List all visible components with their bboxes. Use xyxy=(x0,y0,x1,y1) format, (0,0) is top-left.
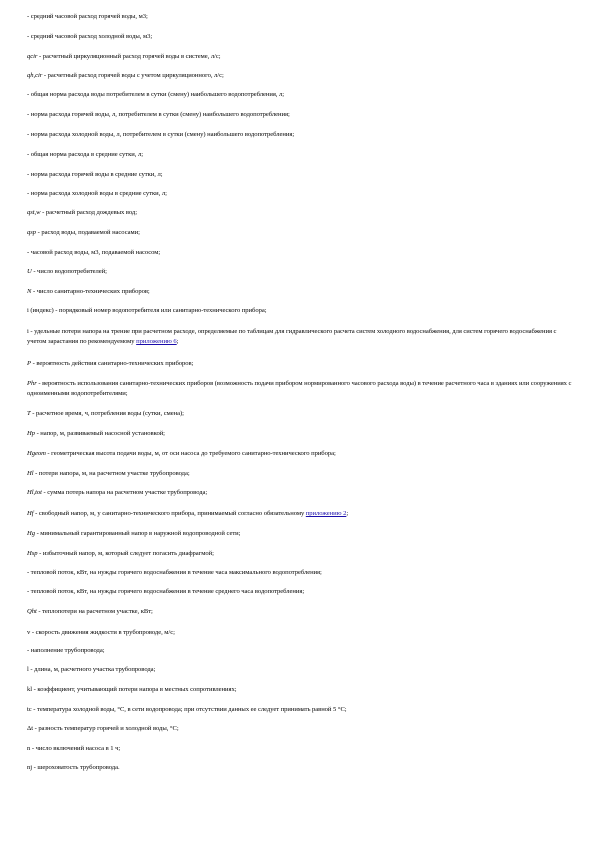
definition-text: - свободный напор, м, у санитарно-технического прибора, принимаемый согласно обязательному xyxy=(33,510,306,517)
symbol-label: Hl xyxy=(27,470,34,477)
definition-paragraph xyxy=(27,665,572,675)
definition-text: - минимальный гарантированный напор в наружной водопроводной сети; xyxy=(34,530,241,537)
definition-text: - средний часовой расход холодной воды, м3; xyxy=(27,33,153,40)
definition-paragraph xyxy=(27,208,572,218)
definition-paragraph xyxy=(27,248,572,258)
definition-text: - число водопотребителей; xyxy=(31,268,107,275)
definition-paragraph xyxy=(27,646,572,656)
definition-paragraph xyxy=(27,449,572,459)
definition-text: - сумма потерь напора на расчетном участке трубопровода; xyxy=(41,489,208,496)
definition-paragraph xyxy=(27,12,572,22)
definition-text: tc - температура холодной воды, °С, в сети водопровода; при отсутствии данных ее следует принимать равной 5 °С; xyxy=(27,706,347,713)
symbol-label: qh,cir xyxy=(27,72,43,79)
definition-paragraph xyxy=(27,724,572,734)
definition-text: - средний часовой расход горячей воды, м3; xyxy=(27,13,148,20)
definition-text: - потери напора, м, на расчетном участке трубопровода; xyxy=(33,470,190,477)
symbol-label: qst,w xyxy=(27,209,41,216)
definition-paragraph xyxy=(27,150,572,160)
definition-text: - общая норма расхода воды потребителем в сутки (смену) наибольшего водопотребления, л; xyxy=(27,91,285,98)
definition-paragraph xyxy=(27,110,572,120)
definition-text: - норма расхода горячей воды, л, потребителем в сутки (смену) наибольшего водопотребления; xyxy=(27,111,290,118)
definition-paragraph xyxy=(27,130,572,140)
definition-text: i - удельные потери напора на трение при расчетном расходе, определяемые по таблицам для гидравлического расчета систем холодного водоснабжения, для систем горячего водоснабжения с учетом зарастания по рекомендуемому xyxy=(27,328,557,345)
definition-paragraph xyxy=(27,744,572,754)
definition-text: - норма расхода холодной воды в средние сутки, л; xyxy=(27,190,167,197)
definition-text: - тепловой поток, кВт, на нужды горячего водоснабжения в течение часа максимального водопотребления; xyxy=(27,569,322,576)
definition-paragraph xyxy=(27,71,572,81)
symbol-label: Hl,tot xyxy=(27,489,42,496)
symbol-label: Hgeom xyxy=(27,450,46,457)
definition-paragraph xyxy=(27,549,572,559)
definition-text: - наполнение трубопровода; xyxy=(27,647,105,654)
definition-paragraph xyxy=(27,469,572,479)
definition-text: - теплопотери на расчетном участке, кВт; xyxy=(36,608,153,615)
definition-text: nj - шероховатость трубопровода. xyxy=(27,764,120,771)
definition-paragraph xyxy=(27,763,572,773)
definition-paragraph xyxy=(27,379,572,399)
definition-text: - общая норма расхода в средние сутки, л; xyxy=(27,151,143,158)
definition-text: - часовой расход воды, м3, подаваемой насосом; xyxy=(27,249,161,256)
appendix-link[interactable]: приложению 6 xyxy=(136,338,177,345)
definition-paragraph xyxy=(27,327,572,347)
definition-text: - расчетный расход горячей воды с учетом циркуляционного, л/с; xyxy=(42,72,224,79)
definition-paragraph xyxy=(27,509,572,519)
definition-text: - расчетный расход дождевых вод; xyxy=(40,209,138,216)
definition-paragraph xyxy=(27,607,572,617)
symbol-label: Phr xyxy=(27,380,37,387)
definition-text: kl - коэффициент, учитывающий потери напора в местных сопротивлениях; xyxy=(27,686,237,693)
symbol-label: N xyxy=(27,288,32,295)
definition-paragraph xyxy=(27,685,572,695)
definition-paragraph xyxy=(27,409,572,419)
definition-text: v - скорость движения жидкости в трубопроводе, м/с; xyxy=(27,629,175,636)
definition-paragraph xyxy=(27,529,572,539)
definition-paragraph xyxy=(27,587,572,597)
definition-paragraph xyxy=(27,359,572,369)
definition-paragraph xyxy=(27,306,572,316)
definition-paragraph xyxy=(27,628,572,638)
definition-text: - избыточный напор, м, который следует погасить диафрагмой; xyxy=(37,550,214,557)
definition-text: Δt - разность температур горячей и холодной воды, °С; xyxy=(27,725,179,732)
definition-text: - тепловой поток, кВт, на нужды горячего водоснабжения в течение среднего часа водопотребления; xyxy=(27,588,305,595)
symbol-label: Hg xyxy=(27,530,35,537)
definition-paragraph xyxy=(27,568,572,578)
symbol-label: qsp xyxy=(27,229,37,236)
definition-paragraph xyxy=(27,170,572,180)
definition-text: - геометрическая высота подачи воды, м, от оси насоса до требуемого санитарно-технического прибора; xyxy=(45,450,336,457)
definition-text: l - длина, м, расчетного участка трубопровода; xyxy=(27,666,156,673)
punctuation: ; xyxy=(176,338,179,345)
definition-paragraph xyxy=(27,52,572,62)
punctuation: ; xyxy=(346,510,349,517)
definition-text: n - число включений насоса в 1 ч; xyxy=(27,745,121,752)
definition-text: - число санитарно-технических приборов; xyxy=(31,288,150,295)
definition-text: - расчетный циркуляционный расход горячей воды в системе, л/с; xyxy=(37,53,221,60)
symbol-label: Hf xyxy=(27,510,34,517)
appendix-link[interactable]: приложению 2 xyxy=(305,510,347,517)
definition-paragraph xyxy=(27,429,572,439)
symbol-label: P xyxy=(27,360,31,367)
definition-paragraph xyxy=(27,228,572,238)
definition-text: - расход воды, подаваемой насосами; xyxy=(36,229,140,236)
definition-paragraph xyxy=(27,488,572,498)
symbol-label: T xyxy=(27,410,31,417)
definition-paragraph xyxy=(27,287,572,297)
definition-paragraph xyxy=(27,90,572,100)
definition-text: - вероятность действия санитарно-технических приборов; xyxy=(30,360,194,367)
definition-text: - расчетное время, ч, потребления воды (сутки, смена); xyxy=(30,410,184,417)
symbol-label: U xyxy=(27,268,32,275)
definition-text: i (индекс) - порядковый номер водопотребителя или санитарно-технического прибора; xyxy=(27,307,267,314)
definition-paragraph xyxy=(27,32,572,42)
definition-paragraph xyxy=(27,189,572,199)
definition-text: - вероятность использования санитарно-технических приборов (возможность подачи прибором нормированного часового расхода воды) в течение расчетного часа в зданиях или сооружениях с одноименными водопотребителями; xyxy=(27,380,572,397)
definition-paragraph xyxy=(27,705,572,715)
definition-text: - норма расхода горячей воды в средние сутки, л; xyxy=(27,171,163,178)
symbol-label: qcir xyxy=(27,53,38,60)
symbol-label: Hp xyxy=(27,430,35,437)
definition-text: - норма расхода холодной воды, л, потребителем в сутки (смену) наибольшего водопотребления; xyxy=(27,131,295,138)
symbol-label: Hsp xyxy=(27,550,38,557)
definition-paragraph xyxy=(27,267,572,277)
definition-text: - напор, м, развиваемый насосной установкой; xyxy=(34,430,165,437)
symbol-label: Qht xyxy=(27,608,37,615)
